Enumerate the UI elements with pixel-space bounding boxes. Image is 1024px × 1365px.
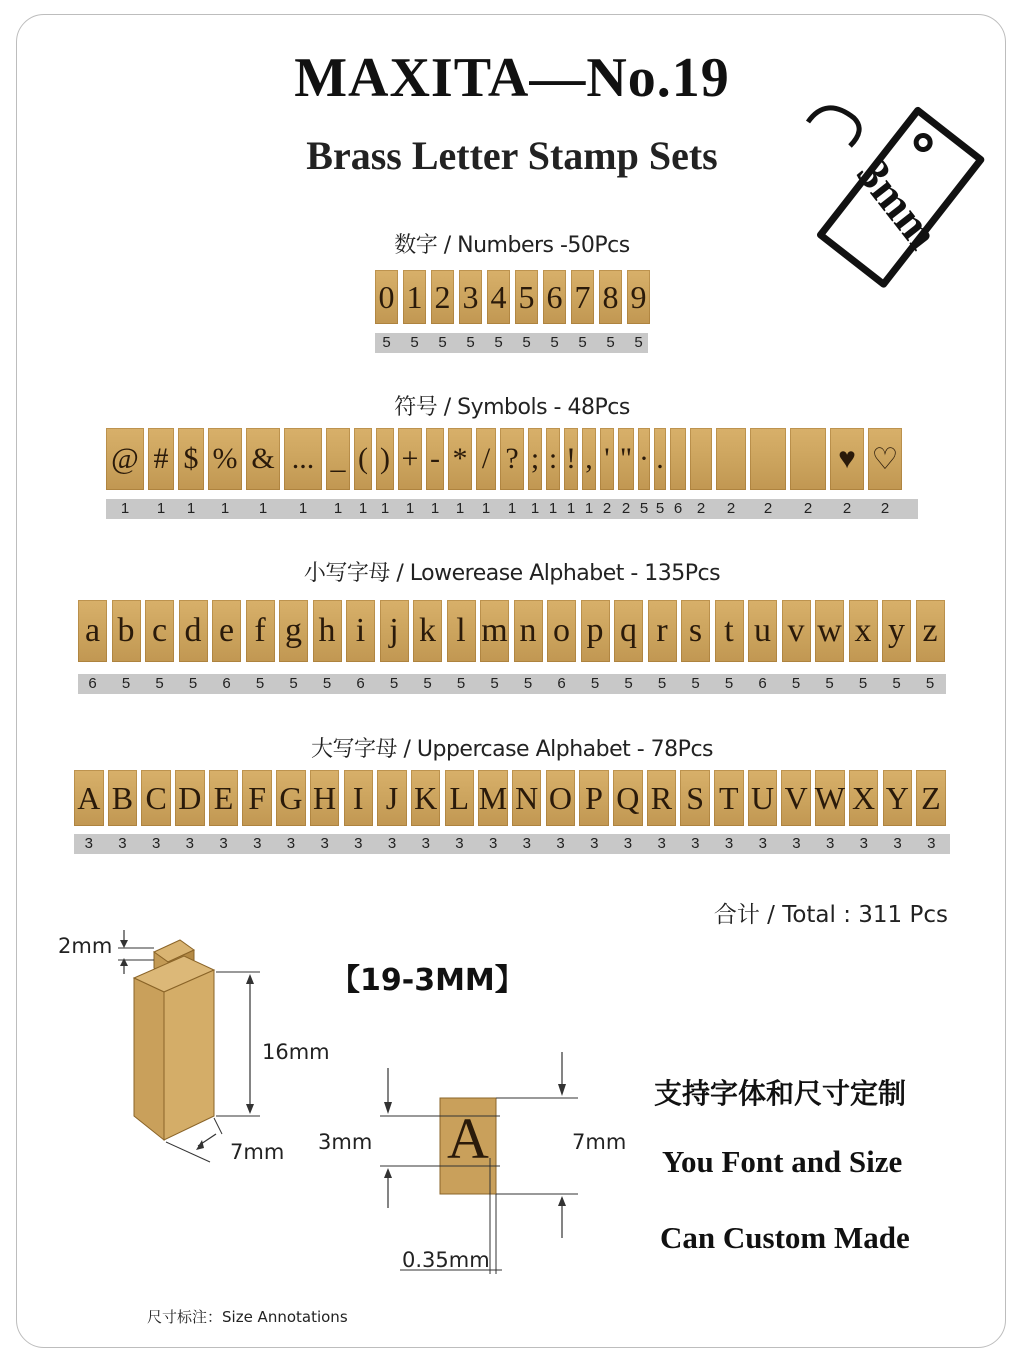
- symbols-stamp: ·: [638, 428, 650, 490]
- numbers-stamp-row: [375, 270, 655, 324]
- lowercase-count: 5: [590, 675, 600, 692]
- uppercase-count: 3: [590, 835, 599, 852]
- symbols-count: 5: [639, 500, 649, 517]
- symbols-label: 符号 / Symbols - 48Pcs: [394, 395, 630, 420]
- lowercase-stamp: v: [782, 600, 811, 662]
- lowercase-count: 5: [825, 675, 834, 692]
- symbols-stamp: +: [398, 428, 422, 490]
- lowercase-stamp: s: [681, 600, 710, 662]
- uppercase-stamp: U: [748, 770, 778, 826]
- uppercase-count: 3: [286, 835, 296, 852]
- symbols-count: 1: [333, 500, 343, 517]
- dim-body-width: 7mm: [230, 1140, 285, 1164]
- symbols-count: 2: [602, 500, 612, 517]
- lowercase-count: 5: [490, 675, 499, 692]
- symbols-stamp: _: [326, 428, 350, 490]
- dim-head-height: 2mm: [58, 934, 113, 958]
- uppercase-count: 3: [522, 835, 532, 852]
- uppercase-stamp: W: [815, 770, 845, 826]
- size-tag-icon: [796, 100, 996, 300]
- uppercase-stamp: F: [242, 770, 272, 826]
- uppercase-count: 3: [118, 835, 127, 852]
- lowercase-stamp: g: [279, 600, 308, 662]
- uppercase-stamp: Q: [613, 770, 643, 826]
- uppercase-stamp: I: [344, 770, 374, 826]
- lowercase-count: 5: [456, 675, 466, 692]
- symbols-count: 1: [220, 500, 230, 517]
- lowercase-count: 5: [624, 675, 633, 692]
- symbols-count-strip: [106, 499, 918, 519]
- lowercase-count: 5: [423, 675, 432, 692]
- numbers-count: 5: [438, 334, 447, 351]
- uppercase-count: 3: [724, 835, 734, 852]
- lowercase-stamp: q: [614, 600, 643, 662]
- uppercase-count: 3: [320, 835, 329, 852]
- numbers-stamp: 0: [375, 270, 398, 324]
- model-code: 【19-3MM】: [330, 963, 525, 998]
- lowercase-stamp: a: [78, 600, 107, 662]
- lowercase-stamp: m: [480, 600, 509, 662]
- symbols-count: 2: [842, 500, 852, 517]
- symbols-stamp: ...: [284, 428, 322, 490]
- numbers-stamp: 8: [599, 270, 622, 324]
- uppercase-stamp: T: [714, 770, 744, 826]
- numbers-stamp: 3: [459, 270, 482, 324]
- size-annotation-note: 尺寸标注：Size Annotations: [147, 1308, 348, 1326]
- lowercase-count: 5: [188, 675, 198, 692]
- uppercase-stamp: X: [849, 770, 879, 826]
- symbols-stamp: ": [618, 428, 634, 490]
- uppercase-count-strip: [74, 834, 950, 854]
- lowercase-count: 5: [892, 675, 901, 692]
- custom-note-cn: 支持字体和尺寸定制: [654, 1077, 907, 1110]
- symbols-count: 1: [430, 500, 440, 517]
- uppercase-stamp: K: [411, 770, 441, 826]
- uppercase-stamp: H: [310, 770, 340, 826]
- lowercase-count: 5: [691, 675, 700, 692]
- lowercase-stamp: i: [346, 600, 375, 662]
- uppercase-count: 3: [825, 835, 835, 852]
- uppercase-stamp: B: [108, 770, 138, 826]
- uppercase-count: 3: [219, 835, 228, 852]
- symbols-count: 1: [380, 500, 390, 517]
- uppercase-count: 3: [421, 835, 430, 852]
- uppercase-stamp: J: [377, 770, 407, 826]
- lowercase-count: 5: [289, 675, 298, 692]
- lowercase-count-strip: [78, 674, 946, 694]
- dim-offset: 0.35mm: [402, 1248, 490, 1272]
- uppercase-stamp: L: [445, 770, 475, 826]
- page-subtitle: Brass Letter Stamp Sets: [306, 133, 718, 178]
- symbols-count: 1: [186, 500, 196, 517]
- uppercase-count: 3: [623, 835, 633, 852]
- uppercase-stamp: M: [478, 770, 508, 826]
- symbols-stamp: ♥: [830, 428, 864, 490]
- uppercase-stamp: O: [546, 770, 576, 826]
- symbols-stamp-row: [106, 428, 906, 490]
- numbers-count: 5: [466, 334, 475, 351]
- symbols-stamp: *: [448, 428, 472, 490]
- uppercase-stamp: G: [276, 770, 306, 826]
- lowercase-stamp: k: [413, 600, 442, 662]
- lowercase-stamp: o: [547, 600, 576, 662]
- symbols-stamp: /: [476, 428, 496, 490]
- lowercase-stamp: x: [849, 600, 878, 662]
- symbols-stamp: ): [376, 428, 394, 490]
- symbols-count: 5: [655, 500, 665, 517]
- symbols-stamp: [750, 428, 786, 490]
- symbols-stamp: [790, 428, 826, 490]
- face-sample-glyph: A: [447, 1106, 489, 1171]
- numbers-stamp: 4: [487, 270, 510, 324]
- symbols-stamp: [670, 428, 686, 490]
- lowercase-count: 5: [657, 675, 667, 692]
- size-tag-label: 3mm: [847, 148, 949, 259]
- custom-note-line2: Can Custom Made: [660, 1220, 910, 1255]
- symbols-count: 2: [763, 500, 773, 517]
- lowercase-stamp: u: [748, 600, 777, 662]
- numbers-count: 5: [494, 334, 503, 351]
- lowercase-stamp: r: [648, 600, 677, 662]
- symbols-count: 1: [358, 500, 368, 517]
- lowercase-count: 5: [925, 675, 935, 692]
- dim-face-height: 7mm: [572, 1130, 627, 1154]
- lowercase-count: 5: [155, 675, 164, 692]
- lowercase-stamp: z: [916, 600, 945, 662]
- lowercase-count: 5: [791, 675, 801, 692]
- lowercase-count: 5: [121, 675, 131, 692]
- page-title: MAXITA—No.19: [294, 47, 730, 109]
- uppercase-stamp: Z: [916, 770, 946, 826]
- uppercase-stamp: R: [647, 770, 677, 826]
- lowercase-count: 6: [88, 675, 97, 692]
- lowercase-stamp: h: [313, 600, 342, 662]
- uppercase-count: 3: [792, 835, 801, 852]
- symbols-stamp: -: [426, 428, 444, 490]
- uppercase-count: 3: [455, 835, 464, 852]
- numbers-count: 5: [578, 334, 587, 351]
- symbols-stamp: ': [600, 428, 614, 490]
- uppercase-count: 3: [758, 835, 767, 852]
- uppercase-count: 3: [488, 835, 498, 852]
- symbols-stamp: [690, 428, 712, 490]
- symbols-stamp: .: [654, 428, 666, 490]
- symbols-count: 2: [880, 500, 890, 517]
- symbols-stamp: :: [546, 428, 560, 490]
- uppercase-label: 大写字母 / Uppercase Alphabet - 78Pcs: [310, 737, 714, 762]
- lowercase-stamp: t: [715, 600, 744, 662]
- lowercase-stamp: b: [112, 600, 141, 662]
- uppercase-stamp: V: [781, 770, 811, 826]
- symbols-count: 1: [156, 500, 166, 517]
- uppercase-count: 3: [354, 835, 363, 852]
- symbols-stamp: #: [148, 428, 174, 490]
- numbers-stamp: 9: [627, 270, 650, 324]
- numbers-count: 5: [550, 334, 559, 351]
- symbols-count: 1: [548, 500, 558, 517]
- numbers-count: 5: [606, 334, 615, 351]
- symbols-count: 1: [530, 500, 540, 517]
- lowercase-count: 6: [557, 675, 566, 692]
- numbers-stamp: 6: [543, 270, 566, 324]
- symbols-count: 6: [673, 500, 683, 517]
- symbols-stamp: ?: [500, 428, 524, 490]
- lowercase-label: 小写字母 / Lowerease Alphabet - 135Pcs: [303, 561, 721, 586]
- lowercase-stamp: y: [882, 600, 911, 662]
- symbols-stamp: @: [106, 428, 144, 490]
- symbols-count: 1: [481, 500, 491, 517]
- lowercase-stamp: f: [246, 600, 275, 662]
- lowercase-stamp: w: [815, 600, 844, 662]
- numbers-count: 5: [410, 334, 419, 351]
- symbols-count: 2: [696, 500, 706, 517]
- symbols-stamp: ,: [582, 428, 596, 490]
- numbers-count: 5: [634, 334, 643, 351]
- symbols-count: 1: [566, 500, 576, 517]
- symbols-stamp: (: [354, 428, 372, 490]
- symbols-stamp: ♡: [868, 428, 902, 490]
- lowercase-stamp: l: [447, 600, 476, 662]
- uppercase-count: 3: [253, 835, 262, 852]
- symbols-count: 2: [803, 500, 813, 517]
- symbols-stamp: ;: [528, 428, 542, 490]
- symbols-stamp: &: [246, 428, 280, 490]
- symbols-count: 2: [726, 500, 736, 517]
- total-count: 合计 / Total : 311 Pcs: [713, 902, 948, 928]
- lowercase-count: 6: [356, 675, 365, 692]
- lowercase-count: 5: [255, 675, 265, 692]
- numbers-count: 5: [522, 334, 531, 351]
- lowercase-stamp: n: [514, 600, 543, 662]
- numbers-stamp: 7: [571, 270, 594, 324]
- symbols-count: 2: [621, 500, 631, 517]
- custom-note-line1: You Font and Size: [662, 1144, 903, 1179]
- lowercase-count: 5: [389, 675, 399, 692]
- uppercase-stamp: P: [579, 770, 609, 826]
- uppercase-count: 3: [657, 835, 666, 852]
- uppercase-count: 3: [859, 835, 869, 852]
- dim-char-height: 3mm: [318, 1130, 373, 1154]
- symbols-count: 1: [298, 500, 308, 517]
- uppercase-count: 3: [556, 835, 565, 852]
- uppercase-count: 3: [387, 835, 397, 852]
- uppercase-stamp: C: [141, 770, 171, 826]
- symbols-count: 1: [584, 500, 594, 517]
- numbers-stamp: 2: [431, 270, 454, 324]
- lowercase-count: 5: [523, 675, 533, 692]
- symbols-count: 1: [120, 500, 130, 517]
- uppercase-stamp-row: [74, 770, 950, 826]
- symbols-count: 1: [507, 500, 517, 517]
- symbols-count: 1: [455, 500, 465, 517]
- symbols-stamp: %: [208, 428, 242, 490]
- lowercase-stamp: c: [145, 600, 174, 662]
- lowercase-count: 5: [724, 675, 734, 692]
- uppercase-count: 3: [151, 835, 161, 852]
- uppercase-stamp: Y: [883, 770, 913, 826]
- numbers-label: 数字 / Numbers -50Pcs: [394, 233, 630, 258]
- symbols-count: 1: [258, 500, 268, 517]
- lowercase-stamp: d: [179, 600, 208, 662]
- symbols-stamp: $: [178, 428, 204, 490]
- numbers-count-strip: [375, 333, 648, 353]
- lowercase-count: 5: [858, 675, 868, 692]
- lowercase-stamp: j: [380, 600, 409, 662]
- uppercase-count: 3: [691, 835, 700, 852]
- uppercase-stamp: E: [209, 770, 239, 826]
- lowercase-count: 6: [222, 675, 231, 692]
- lowercase-stamp-row: [78, 600, 949, 662]
- symbols-stamp: !: [564, 428, 578, 490]
- uppercase-stamp: S: [680, 770, 710, 826]
- uppercase-count: 3: [927, 835, 936, 852]
- numbers-stamp: 1: [403, 270, 426, 324]
- lowercase-stamp: e: [212, 600, 241, 662]
- lowercase-count: 6: [758, 675, 767, 692]
- uppercase-count: 3: [84, 835, 93, 852]
- symbols-stamp: [716, 428, 746, 490]
- symbols-count: 1: [405, 500, 415, 517]
- uppercase-stamp: N: [512, 770, 542, 826]
- lowercase-count: 5: [322, 675, 332, 692]
- numbers-count: 5: [382, 334, 391, 351]
- uppercase-stamp: D: [175, 770, 205, 826]
- uppercase-count: 3: [893, 835, 902, 852]
- lowercase-stamp: p: [581, 600, 610, 662]
- uppercase-stamp: A: [74, 770, 104, 826]
- numbers-stamp: 5: [515, 270, 538, 324]
- dim-body-height: 16mm: [262, 1040, 330, 1064]
- uppercase-count: 3: [185, 835, 195, 852]
